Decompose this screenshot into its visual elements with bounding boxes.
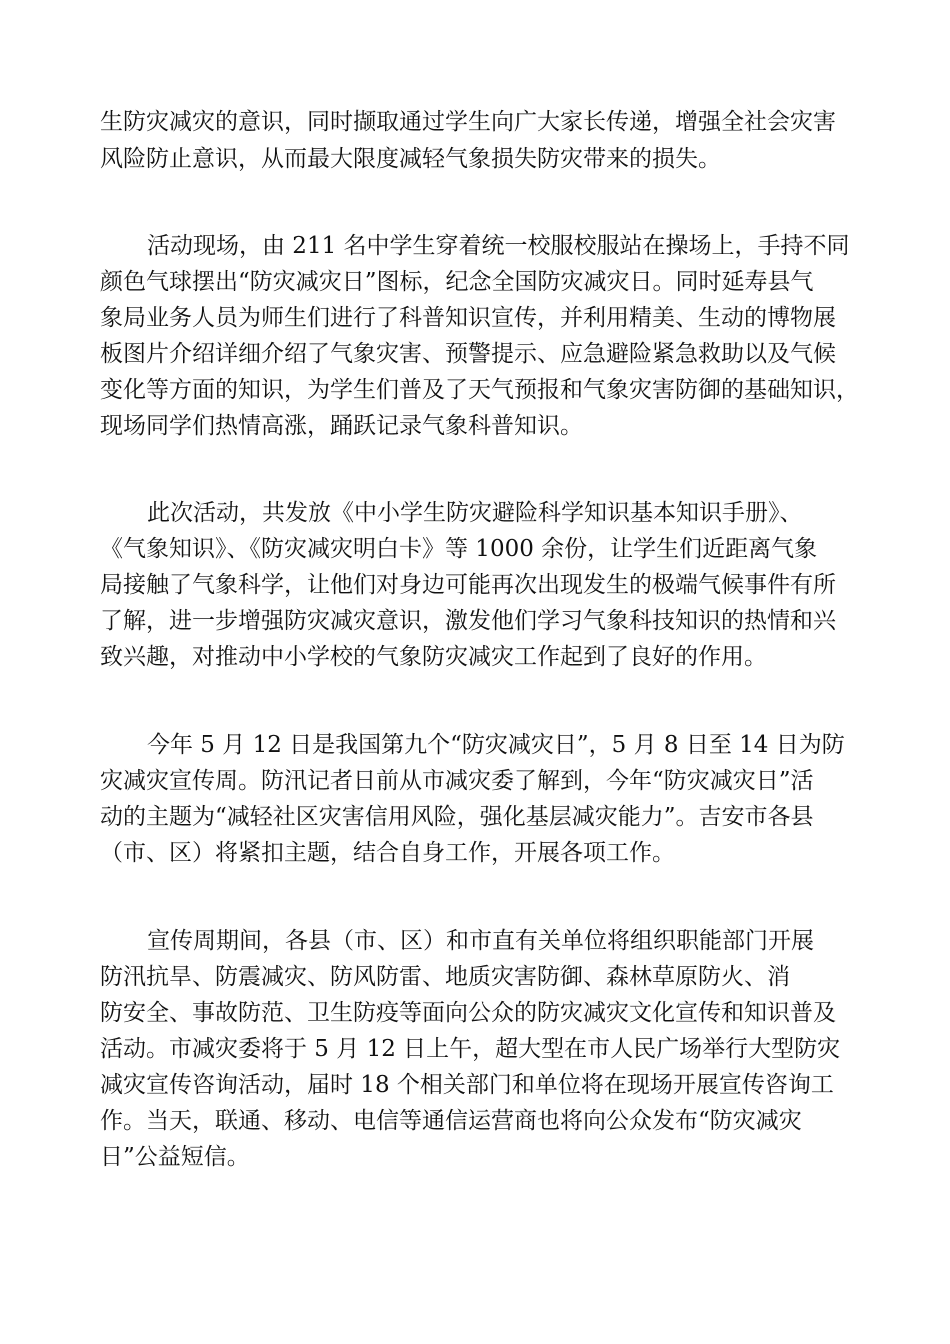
text-line: 板图片介绍详细介绍了气象灾害、预警提示、应急避险紧急救助以及气候 bbox=[100, 341, 836, 367]
text-line: （市、区）将紧扣主题，结合自身工作，开展各项工作。 bbox=[100, 840, 675, 866]
text-line: 日”公益短信。 bbox=[100, 1144, 250, 1170]
text-line: 风险防止意识，从而最大限度减轻气象损失防灾带来的损失。 bbox=[100, 146, 721, 172]
text-line: 颜色气球摆出“防灾减灾日”图标，纪念全国防灾减灾日。同时延寿县气 bbox=[100, 269, 814, 295]
text-line: 现场同学们热情高涨，踊跃记录气象科普知识。 bbox=[100, 413, 583, 439]
text-line: 《气象知识》、《防灾减灾明白卡》等 1000 余份，让学生们近距离气象 bbox=[100, 536, 818, 562]
text-line: 了解，进一步增强防灾减灾意识，激发他们学习气象科技知识的热情和兴 bbox=[100, 608, 836, 634]
text-line: 减灾宣传咨询活动，届时 18 个相关部门和单位将在现场开展宣传咨询工 bbox=[100, 1072, 834, 1098]
text-line: 防安全、事故防范、卫生防疫等面向公众的防灾减灾文化宣传和知识普及 bbox=[100, 1000, 836, 1026]
text-line: 灾减灾宣传周。防汛记者日前从市减灾委了解到，今年“防灾减灾日”活 bbox=[100, 768, 814, 794]
text-line: 此次活动，共发放《中小学生防灾避险科学知识基本知识手册》、 bbox=[147, 500, 803, 526]
text-line: 生防灾减灾的意识，同时撷取通过学生向广大家长传递，增强全社会灾害 bbox=[100, 109, 836, 135]
text-line: 防汛抗旱、防震减灾、防风防雷、地质灾害防御、森林草原防火、消 bbox=[100, 964, 790, 990]
text-line: 致兴趣，对推动中小学校的气象防灾减灾工作起到了良好的作用。 bbox=[100, 644, 767, 670]
text-line: 作。当天，联通、移动、电信等通信运营商也将向公众发布“防灾减灾 bbox=[100, 1108, 802, 1134]
text-line: 象局业务人员为师生们进行了科普知识宣传，并利用精美、生动的博物展 bbox=[100, 305, 836, 331]
text-line: 活动现场，由 211 名中学生穿着统一校服校服站在操场上，手持不同 bbox=[147, 233, 850, 259]
text-line: 动的主题为“减轻社区灾害信用风险，强化基层减灾能力”。吉安市各县 bbox=[100, 804, 814, 830]
text-line: 宣传周期间，各县（市、区）和市直有关单位将组织职能部门开展 bbox=[147, 928, 814, 954]
text-line: 变化等方面的知识，为学生们普及了天气预报和气象灾害防御的基础知识， bbox=[100, 377, 859, 403]
text-line: 今年 5 月 12 日是我国第九个“防灾减灾日”，5 月 8 日至 14 日为防 bbox=[147, 732, 845, 758]
text-line: 活动。市减灾委将于 5 月 12 日上午，超大型在市人民广场举行大型防灾 bbox=[100, 1036, 841, 1062]
text-line: 局接触了气象科学，让他们对身边可能再次出现发生的极端气候事件有所 bbox=[100, 572, 836, 598]
